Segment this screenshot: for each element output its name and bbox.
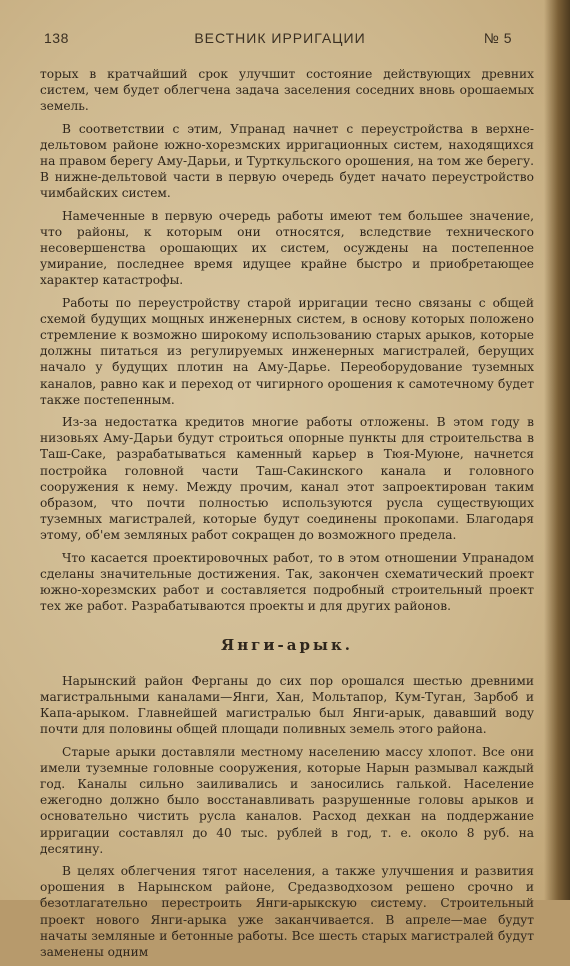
- paragraph: Нарынский район Ферганы до сих пор орошался шестью древними магистральными каналами—Янги, Хан, Мольтапор, Кум-Туган, Зарбоб и Капа-арыком. Главнейшей магистралью был Янги-арык, дававший воду почти для половины общей площади поливных земель этого района.: [40, 673, 534, 737]
- issue-number: № 5: [483, 30, 512, 46]
- paragraph: В соответствии с этим, Упранад начнет с переустройства в верхне-дельтовом районе южно-хорезмских ирригационных систем, находящихся на правом берегу Аму-Дарьи, и Турткульского орошения, на том же берегу. В нижне-дельтовой части в первую очередь будет начато переустройство чимбайских систем.: [40, 121, 534, 201]
- article-body: [40, 66, 534, 966]
- paragraph: Старые арыки доставляли местному населению массу хлопот. Все они имели туземные головные сооружения, которые Нарын размывал каждый год. Каналы сильно заиливались и заносились галькой. Население ежегодно должно было восстанавливать разрушенные головы арыков и основательно чистить русла каналов. Расход дехкан на поддержание ирригации составлял до 40 тыс. рублей в год, т. е. около 8 руб. на десятину.: [40, 744, 534, 856]
- page-edge-shadow: [544, 0, 570, 900]
- paragraph: Что касается проектировочных работ, то в этом отношении Упранадом сделаны значительные достижения. Так, закончен схематический проект южно-хорезмских работ и составляется подробный строительный проект тех же работ. Разрабатываются проекты и для других районов.: [40, 550, 534, 614]
- paragraph: Работы по переустройству старой ирригации тесно связаны с общей схемой будущих мощных инженерных систем, в основу которых положено стремление к возможно широкому использованию старых арыков, которые должны питаться из регулируемых инженерных магистралей, берущих начало у будущих плотин на Аму-Дарье. Переоборудование туземных каналов, равно как и переход от чигирного орошения к самотечному будет также постепенным.: [40, 295, 534, 407]
- paragraph: торых в кратчайший срок улучшит состояние действующих древних систем, чем будет облегчена задача заселения соседних вновь орошаемых земель.: [40, 67, 534, 114]
- running-header: [40, 30, 520, 50]
- page-number: 138: [44, 30, 69, 46]
- journal-title: ВЕСТНИК ИРРИГАЦИИ: [194, 30, 366, 46]
- section-heading: Янги-арык.: [220, 635, 354, 654]
- paragraph: Намеченные в первую очередь работы имеют тем большее значение, что районы, к которым они относятся, вследствие технического несовершенства орошающих их систем, осуждены на постепенное умирание, последнее время идущее крайне быстро и приобретающее характер катастрофы.: [40, 208, 534, 288]
- paragraph: В целях облегчения тягот населения, а также улучшения и развития орошения в Нарынском районе, Средазводхозом решено срочно и безотлагательно перестроить Янги-арыкскую систему. Строительный проект нового Янги-арыка уже заканчивается. В апреле—мае будут начаты земляные и бетонные работы. Все шесть старых магистралей будут заменены одним: [40, 863, 534, 959]
- paragraph: Из-за недостатка кредитов многие работы отложены. В этом году в низовьях Аму-Дарьи будут строиться опорные пункты для строительства в Таш-Саке, разрабатываться каменный карьер в Тюя-Муюне, начнется постройка головной части Таш-Сакинского канала и головного сооружения к нему. Между прочим, канал этот запроектирован таким образом, что почти полностью используются русла существующих туземных магистралей, которые будут соединены прокопами. Благодаря этому, об'ем земляных работ сокращен до возможного предела.: [40, 415, 534, 543]
